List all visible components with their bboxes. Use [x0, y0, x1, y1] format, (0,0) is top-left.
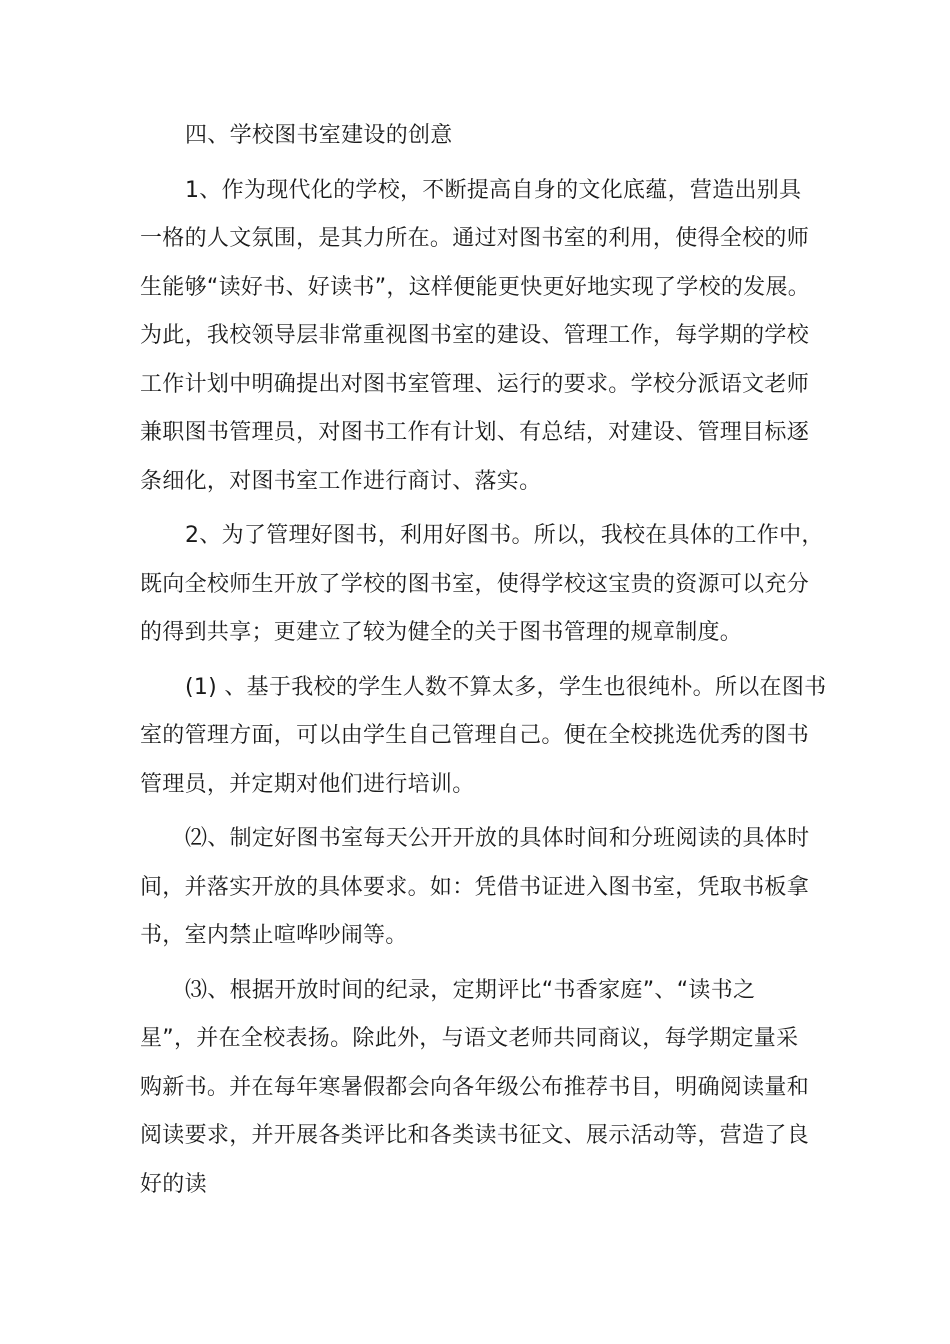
paragraph-1 [140, 167, 815, 507]
text-line: 书，室内禁止喧哗吵闹等。 [140, 923, 408, 948]
text-line: 购新书。并在每年寒暑假都会向各年级公布推荐书目，明确阅读量和 [140, 1074, 810, 1100]
text-line: 既向全校师生开放了学校的图书室，使得学校这宝贵的资源可以充分 [140, 571, 810, 597]
text-line: 阅读要求，并开展各类评比和各类读书征文、展示活动等，营造了良 [140, 1123, 810, 1148]
text-line: 一格的人文氛围，是其力所在。通过对图书室的利用，使得全校的师 [140, 226, 810, 251]
text-line: 1、作为现代化的学校，不断提高自身的文化底蕴，营造出别具 [185, 177, 802, 203]
text-line: 兼职图书管理员，对图书工作有计划、有总结，对建设、管理目标逐 [140, 420, 810, 445]
text-line: 工作计划中明确提出对图书室管理、运行的要求。学校分派语文老师 [140, 371, 810, 397]
paragraph-4 [140, 815, 815, 961]
text-line: 室的管理方面，可以由学生自己管理自己。便在全校挑选优秀的图书 [140, 723, 810, 748]
text-line: 星”，并在全校表扬。除此外，与语文老师共同商议，每学期定量采 [140, 1026, 799, 1051]
paragraph-2 [140, 512, 824, 658]
text-line: ⑵、制定好图书室每天公开开放的具体时间和分班阅读的具体时 [185, 826, 810, 851]
text-line: 好的读 [140, 1171, 207, 1197]
section-heading: 四、学校图书室建设的创意 [185, 123, 453, 148]
text-line: 管理员，并定期对他们进行培训。 [140, 771, 475, 797]
text-line: 为此，我校领导层非常重视图书室的建设、管理工作，每学期的学校 [140, 323, 810, 348]
text-line: 的得到共享；更建立了较为健全的关于图书管理的规章制度。 [140, 620, 743, 645]
document-body [140, 112, 827, 1215]
paragraph-3 [140, 664, 827, 810]
text-line: (1) 、基于我校的学生人数不算太多，学生也很纯朴。所以在图书 [185, 674, 827, 700]
text-line: 间，并落实开放的具体要求。如：凭借书证进入图书室，凭取书板拿 [140, 874, 810, 900]
text-line: ⑶、根据开放时间的纪录，定期评比“书香家庭”、“读书之 [185, 977, 756, 1003]
text-line: 条细化，对图书室工作进行商讨、落实。 [140, 468, 542, 494]
text-line: 2、为了管理好图书，利用好图书。所以，我校在具体的工作中， [185, 523, 824, 548]
text-line: 生能够“读好书、好读书”，这样便能更快更好地实现了学校的发展。 [140, 274, 811, 300]
paragraph-5 [140, 967, 815, 1210]
